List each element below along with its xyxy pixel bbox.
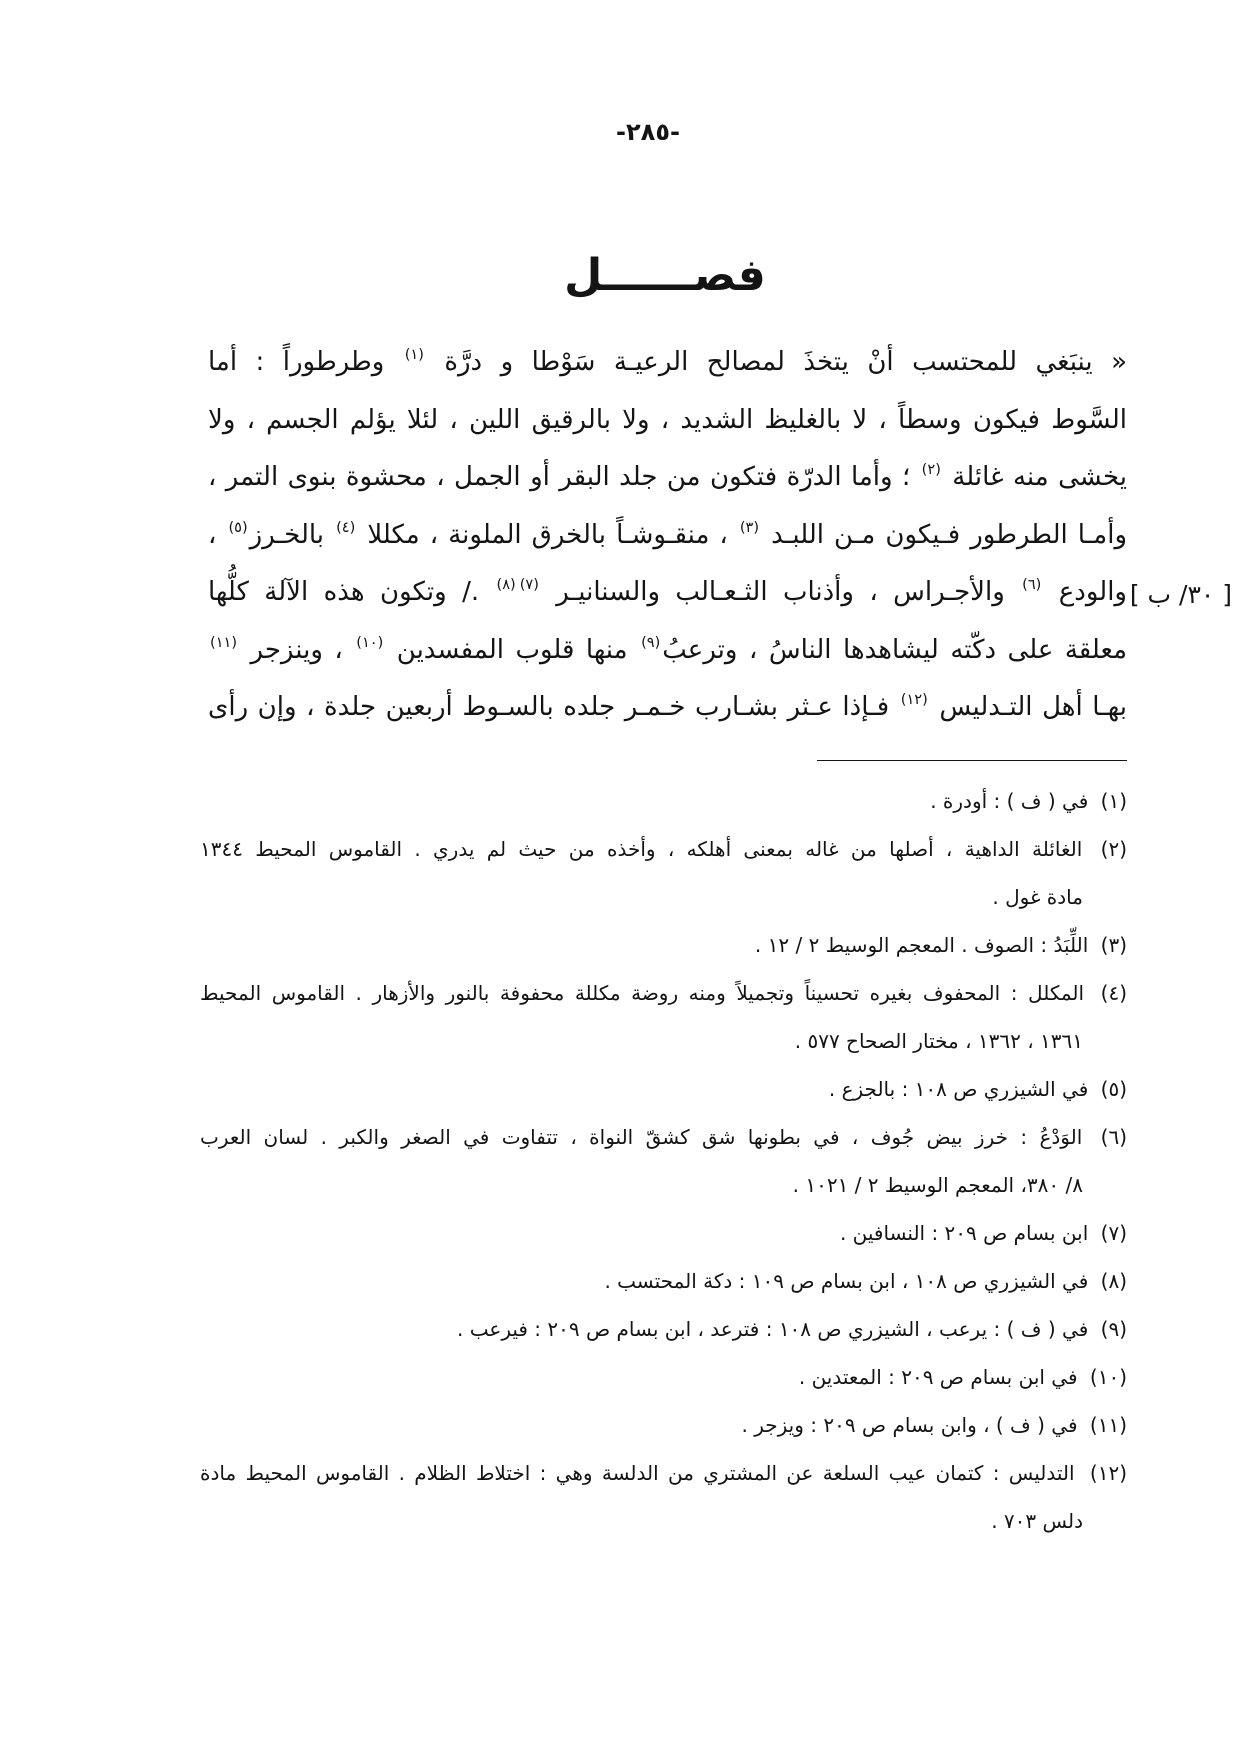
footnote-line xyxy=(200,1353,1127,1401)
footnote-text: في ( ف ) ، وابن بسام ص ٢٠٩ : ويزجر . xyxy=(741,1413,1078,1437)
footnote xyxy=(200,921,1127,969)
footnote-ref-marker: (٩) xyxy=(641,633,661,651)
main-text xyxy=(208,334,1127,737)
folio-marker: [ ٣٠/ ب ] xyxy=(1129,580,1232,609)
footnote-number: (٧) xyxy=(1100,1221,1127,1245)
page-number: -٢٨٥- xyxy=(616,118,680,146)
footnotes xyxy=(200,777,1127,1545)
text-line xyxy=(208,449,1127,507)
footnote-number: (١٢) xyxy=(1089,1461,1127,1485)
footnote xyxy=(200,825,1127,921)
text-line xyxy=(208,564,1127,622)
footnote-ref-marker: (٨) xyxy=(496,576,516,594)
text-line xyxy=(208,334,1127,392)
text-segment: والأجـراس ، وأذناب الثـعـالب والسنانيـر xyxy=(540,577,1021,607)
footnote-line xyxy=(200,969,1127,1017)
footnote-text: في ( ف ) : يرعب ، الشيزري ص ١٠٨ : فترعد ، ابن بسام ص ٢٠٩ : فيرعب . xyxy=(457,1317,1089,1341)
footnote-number: (٩) xyxy=(1100,1317,1127,1341)
footnote xyxy=(200,1401,1127,1449)
footnote-line xyxy=(200,1065,1127,1113)
footnote-line xyxy=(200,777,1127,825)
footnote xyxy=(200,777,1127,825)
footnote-separator xyxy=(817,760,1127,761)
footnote-ref-marker: (٣) xyxy=(739,518,760,536)
footnote-ref-marker: (١٠) xyxy=(356,633,384,651)
footnote-text: ٨/ ٣٨٠، المعجم الوسيط ٢ / ١٠٢١ . xyxy=(792,1173,1083,1197)
text-segment: يخشى منه غائلة xyxy=(942,462,1127,492)
footnote-text: في الشيزري ص ١٠٨ ، ابن بسام ص ١٠٩ : دكة المحتسب . xyxy=(604,1269,1089,1293)
text-segment: بهـا أهل التـدليس xyxy=(929,692,1128,722)
text-segment: السَّوط فيكون وسطاً ، لا بالغليظ الشديد ، ولا بالرقيق اللين ، لئلا يؤلم الجسم ، ولا xyxy=(208,404,1127,435)
text-segment: « ينبَغي للمحتسب أنْ يتخذَ لمصالح الرعيـة سَوْطا و درَّة xyxy=(425,347,1127,377)
footnote-ref-marker: (١) xyxy=(404,346,424,364)
footnote-ref-marker: (٢) xyxy=(921,461,941,479)
footnote-text: ١٣٦١ ، ١٣٦٢ ، مختار الصحاح ٥٧٧ . xyxy=(794,1029,1083,1053)
footnote xyxy=(200,969,1127,1065)
footnote-ref-marker: (١١) xyxy=(210,633,238,651)
text-segment: ، وينزجر xyxy=(239,634,355,665)
footnote xyxy=(200,1257,1127,1305)
text-segment: منها قلوب المفسدين xyxy=(385,634,640,665)
text-segment: ، منقـوشـاً بالخرق الملونة ، مكللا xyxy=(357,519,738,550)
footnote-text: دلس ٧٠٣ . xyxy=(991,1509,1083,1533)
footnote-text: مادة غول . xyxy=(992,885,1083,909)
footnote-text: في ( ف ) : أودرة . xyxy=(930,789,1089,813)
footnote-number: (١) xyxy=(1100,789,1127,813)
footnote-text: الوَدْعُ : خرز بيض جُوف ، في بطونها شق كشقّ النواة ، تتفاوت في الصغر والكبر . لسان العرب xyxy=(200,1125,1083,1149)
footnote xyxy=(200,1209,1127,1257)
text-segment: بالخـرز xyxy=(249,519,335,550)
footnote-line xyxy=(200,1017,1127,1065)
footnote xyxy=(200,1353,1127,1401)
footnote-number: (٢) xyxy=(1100,837,1127,861)
footnote-line xyxy=(200,1257,1127,1305)
footnote-line xyxy=(200,1449,1127,1497)
footnote-line xyxy=(200,1305,1127,1353)
footnote-line xyxy=(200,825,1127,873)
footnote-number: (٨) xyxy=(1100,1269,1127,1293)
footnote-line xyxy=(200,1209,1127,1257)
footnote xyxy=(200,1113,1127,1209)
footnote-text: التدليس : كتمان عيب السلعة عن المشتري من الدلسة وهي : اختلاط الظلام . القاموس المحيط مادة xyxy=(200,1461,1075,1485)
footnote xyxy=(200,1449,1127,1545)
footnote-number: (١٠) xyxy=(1089,1365,1127,1389)
footnote-number: (٤) xyxy=(1100,981,1128,1005)
text-segment: ؛ وأما الدرّة فتكون من جلد البقر أو الجمل ، محشوة بنوى التمر ، xyxy=(208,462,920,492)
footnote-text: المكلل : المحفوف بغيره تحسيناً وتجميلاً ومنه روضة مكللة محفوفة بالنور والأزهار . القاموس المحيط xyxy=(200,981,1085,1005)
footnote-text: في ابن بسام ص ٢٠٩ : المعتدين . xyxy=(798,1365,1078,1389)
footnote-line xyxy=(200,1113,1127,1161)
text-line xyxy=(208,679,1127,737)
text-segment: معلقة على دكّته ليشاهدها الناسُ ، وترعبُ xyxy=(662,634,1128,665)
text-segment: وأمـا الطرطور فـيكون مـن اللبـد xyxy=(761,519,1128,550)
footnote-ref-marker: (٥) xyxy=(228,518,248,536)
footnote-ref-marker: (٧) xyxy=(519,576,539,594)
footnote-text: اللِّبَدُ : الصوف . المعجم الوسيط ٢ / ١٢ . xyxy=(754,933,1089,957)
footnote xyxy=(200,1065,1127,1113)
text-segment: ./ وتكون هذه الآلة كلُّها xyxy=(208,577,495,607)
footnote-text: في الشيزري ص ١٠٨ : بالجزع . xyxy=(828,1077,1089,1101)
footnote-ref-marker: (٦) xyxy=(1022,576,1042,594)
footnote-ref-marker: (٤) xyxy=(336,518,356,536)
footnote-line xyxy=(200,921,1127,969)
footnote-number: (٥) xyxy=(1100,1077,1127,1101)
footnote-line xyxy=(200,873,1127,921)
footnote-line xyxy=(200,1161,1127,1209)
footnote xyxy=(200,1305,1127,1353)
footnote-number: (٣) xyxy=(1100,933,1127,957)
text-line xyxy=(208,622,1127,680)
text-segment: ، xyxy=(208,519,227,550)
section-heading: فصــــــل xyxy=(564,250,766,301)
footnote-number: (٦) xyxy=(1100,1125,1127,1149)
text-segment: والودع xyxy=(1043,577,1127,607)
footnote-ref-marker: (١٢) xyxy=(900,691,928,709)
text-line xyxy=(208,507,1127,565)
footnote-line xyxy=(200,1401,1127,1449)
footnote-text: ابن بسام ص ٢٠٩ : النسافين . xyxy=(839,1221,1089,1245)
footnote-line xyxy=(200,1497,1127,1545)
text-segment: وطرطوراً : أما xyxy=(208,347,403,377)
footnote-text: الغائلة الداهية ، أصلها من غاله بمعنى أهلكه ، وأخذه من حيث لم يدري . القاموس المحيط ١٣٤٤ xyxy=(200,837,1083,861)
text-line xyxy=(208,392,1127,450)
footnote-number: (١١) xyxy=(1089,1413,1127,1437)
text-segment: فـإذا عـثر بشـارب خـمـر جلده بالسـوط أربعين جلدة ، وإن رأى xyxy=(208,692,899,722)
